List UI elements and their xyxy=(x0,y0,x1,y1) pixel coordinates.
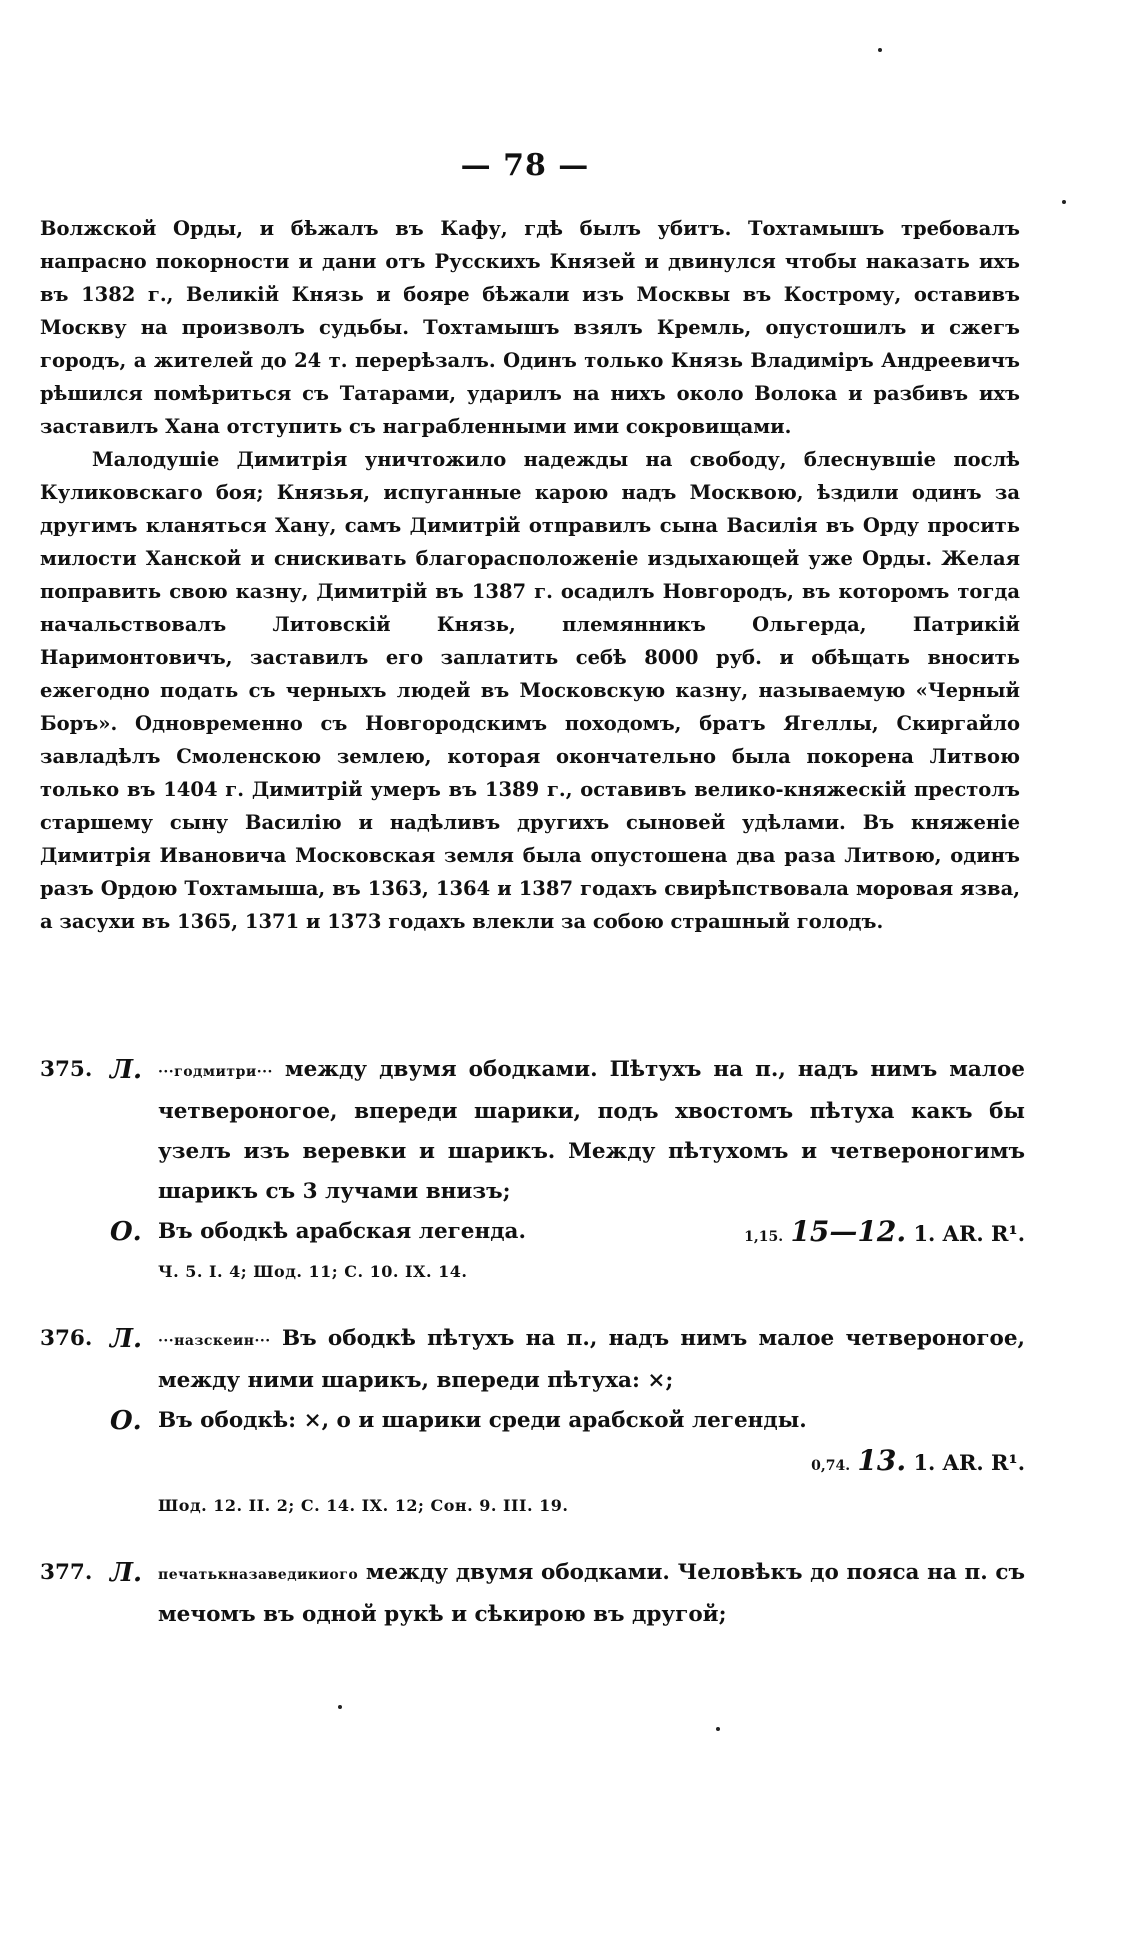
coin-weight: 1,15. xyxy=(744,1229,784,1245)
paragraph: Малодушіе Димитрія уничтожило надежды на свободу, блеснувшіе послѣ Куликовскаго боя; Князья, испуганные карою надъ Москвою, ѣздили одинъ за другимъ кланяться Хану, самъ Димитрій отправилъ сына Василія въ Орду просить милости Ханской и снискивать благорасположеніе издыхающей уже Орды. Желая поправить свою казну, Димитрій въ 1387 г. осадилъ Новгородъ, въ которомъ тогда начальствовалъ Литовскій Князь, племянникъ Ольгерда, Патрикій Наримонтовичъ, заставилъ его заплатить себѣ 8000 руб. и обѣщать вносить ежегодно подать съ черныхъ людей въ Московскую казну, называемую «Черный Боръ». Одновременно съ Новгородскимъ походомъ, братъ Ягеллы, Скиргайло завладѣлъ Смоленскою землею, которая окончательно была покорена Литвою только въ 1404 г. Димитрій умеръ въ 1389 г., оставивъ велико-княжескій престолъ старшему сыну Василію и надѣливъ другихъ сыновей удѣлами. Въ княженіе Димитрія Ивановича Московская земля была опустошена два раза Литвою, одинъ разъ Ордою Тохтамыша, въ 1363, 1364 и 1387 годахъ свирѣпствовала моровая язва, а засухи въ 1365, 1371 и 1373 годахъ влекли за собою страшный голодъ. xyxy=(40,448,1020,933)
coin-entry xyxy=(40,1050,1025,1281)
obverse-legend: ···годмитри··· xyxy=(158,1064,273,1080)
coin-references: Ч. 5. I. 4; Шод. 11; С. 10. IX. 14. xyxy=(158,1262,468,1281)
coin-references: Шод. 12. II. 2; С. 14. IX. 12; Сон. 9. III. 19. xyxy=(158,1496,569,1515)
coin-grade: 1. AR. R¹. xyxy=(913,1221,1025,1246)
coin-meta xyxy=(744,1212,1025,1257)
coin-meta xyxy=(40,1441,1025,1486)
coin-grade: 1. AR. R¹. xyxy=(913,1450,1025,1475)
obverse-description: между двумя ободками. Пѣтухъ на п., надъ нимъ малое четвероногое, впереди шарики, подъ хвостомъ пѣтуха какъ бы узелъ изъ веревки и шарикъ. Между пѣтухомъ и четвероногимъ шарикъ съ 3 лучами внизъ; xyxy=(158,1057,1025,1204)
coin-number: 375. xyxy=(40,1057,93,1082)
print-speck xyxy=(716,1727,720,1731)
coin-number: 376. xyxy=(40,1326,93,1351)
obverse-tag: Л. xyxy=(110,1558,143,1588)
coin-catalog xyxy=(40,1050,1025,1673)
print-speck xyxy=(338,1705,342,1709)
paragraph: Волжской Орды, и бѣжалъ въ Кафу, гдѣ былъ убитъ. Тохтамышъ требовалъ напрасно покорности и дани отъ Русскихъ Князей и двинулся чтобы наказать ихъ въ 1382 г., Великій Князь и бояре бѣжали изъ Москвы въ Кострому, оставивъ Москву на произволъ судьбы. Тохтамышъ взялъ Кремль, опустошилъ и сжегъ городъ, а жителей до 24 т. перерѣзалъ. Одинъ только Князь Владиміръ Андреевичъ рѣшился помѣриться съ Татарами, ударилъ на нихъ около Волока и разбивъ ихъ заставилъ Хана отступить съ награбленными ими сокровищами. xyxy=(40,217,1020,438)
coin-entry xyxy=(40,1553,1025,1635)
coin-weight: 0,74. xyxy=(811,1458,851,1474)
main-text xyxy=(40,212,1020,938)
page-number: — 78 — xyxy=(460,148,590,183)
print-speck xyxy=(878,48,882,52)
coin-diameter: 13. xyxy=(857,1444,907,1477)
obverse-legend: печатькназаведикиого xyxy=(158,1567,359,1583)
obverse-description: Въ ободкѣ пѣтухъ на п., надъ нимъ малое четвероногое, между ними шарикъ, впереди пѣтуха: ×; xyxy=(158,1326,1025,1393)
obverse-tag: Л. xyxy=(110,1324,143,1354)
reverse-tag: О. xyxy=(110,1217,142,1247)
obverse-tag: Л. xyxy=(110,1055,143,1085)
coin-entry xyxy=(40,1319,1025,1515)
coin-diameter: 15—12. xyxy=(790,1215,907,1248)
reverse-description: Въ ободкѣ арабская легенда. xyxy=(158,1219,526,1244)
reverse-description: Въ ободкѣ: ×, о и шарики среди арабской легенды. xyxy=(158,1408,807,1433)
obverse-description: между двумя ободками. Человѣкъ до пояса на п. съ мечомъ въ одной рукѣ и сѣкирою въ другой; xyxy=(158,1560,1025,1627)
coin-number: 377. xyxy=(40,1560,93,1585)
obverse-legend: ···назскеин··· xyxy=(158,1333,271,1349)
reverse-tag: О. xyxy=(110,1406,142,1436)
print-speck xyxy=(1062,200,1066,204)
